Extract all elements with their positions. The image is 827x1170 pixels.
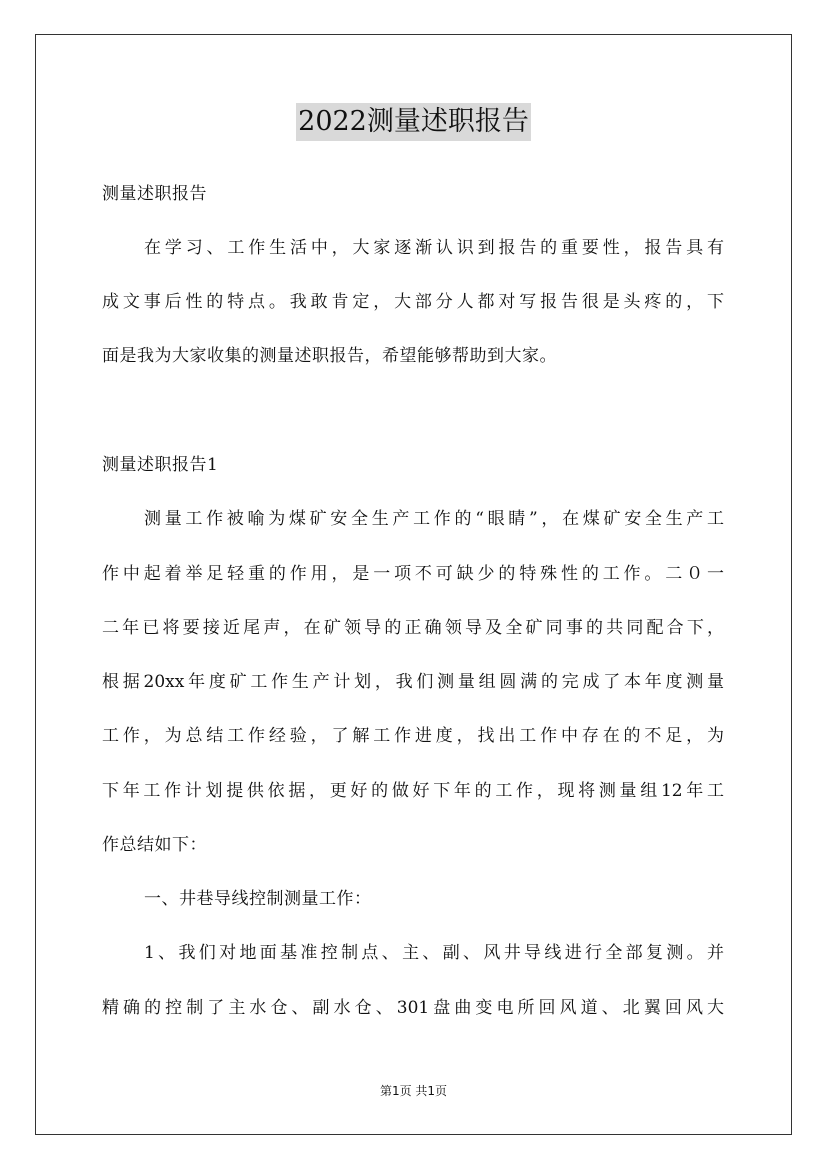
item-heading: 一、井巷导线控制测量工作： [144, 889, 372, 909]
body-line-7: 作总结如下： [102, 835, 207, 855]
section-heading: 测量述职报告1 [102, 455, 219, 475]
intro-line-2: 成文事后性的特点。我敢肯定，大部分人都对写报告很是头疼的，下 [102, 292, 724, 312]
body-line-5: 工作，为总结工作经验，了解工作进度，找出工作中存在的不足，为 [102, 726, 724, 746]
document-title: 2022测量述职报告 [296, 103, 531, 141]
item-line-1: 1、我们对地面基准控制点、主、副、风井导线进行全部复测。并 [144, 943, 724, 963]
page-footer: 第1页 共1页 [379, 1084, 448, 1098]
body-line-4: 根据20xx年度矿工作生产计划，我们测量组圆满的完成了本年度测量 [102, 672, 724, 692]
item-line-2: 精确的控制了主水仓、副水仓、301盘曲变电所回风道、北翼回风大 [102, 998, 724, 1018]
body-line-1: 测量工作被喻为煤矿安全生产工作的“眼睛”，在煤矿安全生产工 [144, 509, 724, 529]
body-line-3: 二年已将要接近尾声，在矿领导的正确领导及全矿同事的共同配合下， [102, 618, 724, 638]
intro-line-3: 面是我为大家收集的测量述职报告，希望能够帮助到大家。 [102, 346, 557, 366]
body-line-6: 下年工作计划提供依据，更好的做好下年的工作，现将测量组12年工 [102, 781, 724, 801]
report-subtitle: 测量述职报告 [102, 184, 207, 204]
body-line-2: 作中起着举足轻重的作用，是一项不可缺少的特殊性的工作。二０一 [102, 564, 724, 584]
title-container [0, 103, 827, 141]
intro-line-1: 在学习、工作生活中，大家逐渐认识到报告的重要性，报告具有 [144, 238, 724, 258]
